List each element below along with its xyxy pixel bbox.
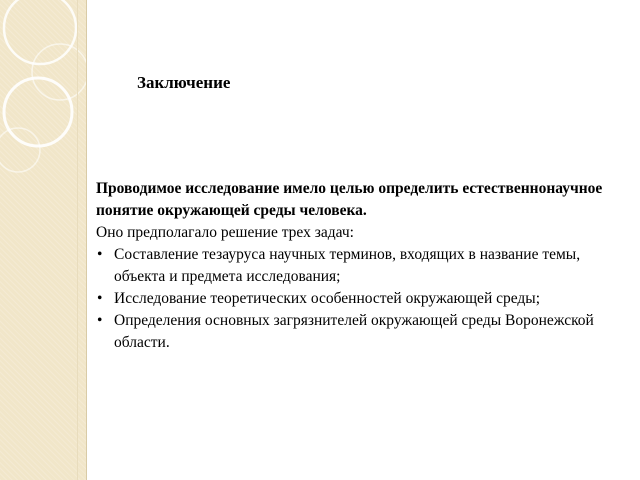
task-text: Исследование теоретических особенностей окружающей среды; xyxy=(114,290,541,307)
bullet-icon: • xyxy=(97,246,103,263)
list-item xyxy=(96,244,616,288)
task-list xyxy=(96,244,616,354)
task-text: Определения основных загрязнителей окружающей среды Воронежской области. xyxy=(114,312,594,351)
decorative-side-panel xyxy=(0,0,86,480)
decorative-rings-icon xyxy=(0,0,86,480)
list-item xyxy=(96,288,616,310)
list-item xyxy=(96,310,616,354)
panel-divider xyxy=(86,0,87,480)
task-text: Составление тезауруса научных терминов, входящих в название темы, объекта и предмета исследования; xyxy=(114,246,581,285)
bullet-icon: • xyxy=(97,312,103,329)
bullet-icon: • xyxy=(97,290,103,307)
slide-title: Заключение xyxy=(137,73,231,92)
panel-divider-inner xyxy=(77,0,78,480)
intro-line: Оно предполагало решение трех задач: xyxy=(96,224,354,241)
slide-body xyxy=(96,178,616,354)
lead-paragraph: Проводимое исследование имело целью определить естественнонаучное понятие окружающей среды человека. xyxy=(96,180,603,219)
